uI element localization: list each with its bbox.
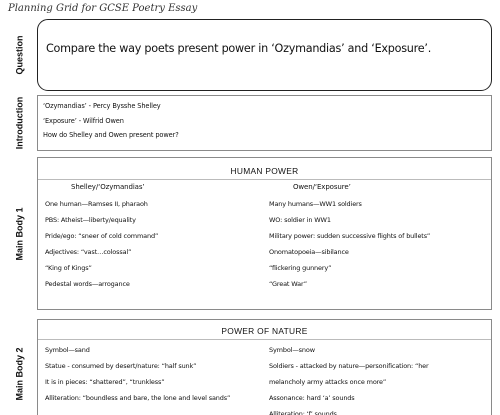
list-item: Adjectives: “vast…colossal” [45,248,132,256]
introduction-box [37,95,492,151]
list-item: Assonance: hard ‘a’ sounds [269,394,355,402]
list-item: Pride/ego: “sneer of cold command” [45,232,159,240]
page-title: Planning Grid for GCSE Poetry Essay [8,3,198,14]
owen-nature-list [269,342,429,415]
list-item: Symbol—sand [45,346,90,354]
question-box [37,19,492,91]
intro-line: ‘Exposure’ - Wilfrid Owen [43,116,124,125]
shelley-points-list [45,196,158,292]
list-item: Many humans—WW1 soldiers [269,200,362,208]
list-item: Soldiers - attacked by nature—personification: “her [269,362,429,370]
owen-points-list [269,196,430,292]
question-label-text: Question [14,35,25,75]
list-item: Alliteration: “boundless and bare, the lone and level sands” [45,394,231,402]
introduction-label-text: Introduction [14,96,24,150]
shelley-nature-list [45,342,230,406]
list-item: Onomatopoeia—sibilance [269,248,349,256]
list-item: “King of Kings” [45,264,92,272]
main-body-2-row-label [8,319,30,415]
main-body-1-label-text: Main Body 1 [14,206,25,261]
section-divider [38,339,491,340]
main-body-2-label-text: Main Body 2 [14,347,25,401]
list-item: WO: soldier in WW1 [269,216,331,224]
introduction-row-label [8,95,30,151]
list-item: Statue - consumed by desert/nature: “half sunk” [45,362,197,370]
main-body-1-row-label [8,157,30,310]
list-item: It is in pieces: “shattered”, “trunkless” [45,378,165,386]
list-item: One human—Ramses II, pharaoh [45,200,148,208]
owen-column-heading: Owen/‘Exposure’ [293,183,351,191]
power-of-nature-heading: POWER OF NATURE [221,326,308,336]
intro-line: How do Shelley and Owen present power? [43,131,179,139]
intro-line: ‘Ozymandias’ - Percy Bysshe Shelley [43,102,161,110]
main-body-1-box [37,157,492,310]
shelley-column-heading: Shelley/‘Ozymandias’ [71,183,145,191]
list-item: “Great War” [269,280,307,288]
list-item: Alliteration: ‘f’ sounds [269,410,337,415]
list-item: PBS: Atheist—liberty/equality [45,216,136,224]
human-power-heading: HUMAN POWER [230,166,299,176]
question-text: Compare the way poets present power in ‘Ozymandias’ and ‘Exposure’. [46,42,431,55]
list-item: melancholy army attacks once more” [269,378,387,386]
section-divider [38,179,491,180]
list-item: Symbol—snow [269,346,315,354]
question-row-label [8,19,30,91]
list-item: Military power: sudden successive flights of bullets” [269,232,431,240]
list-item: Pedestal words—arrogance [45,280,130,288]
main-body-2-box [37,319,492,415]
list-item: “flickering gunnery” [269,264,332,272]
